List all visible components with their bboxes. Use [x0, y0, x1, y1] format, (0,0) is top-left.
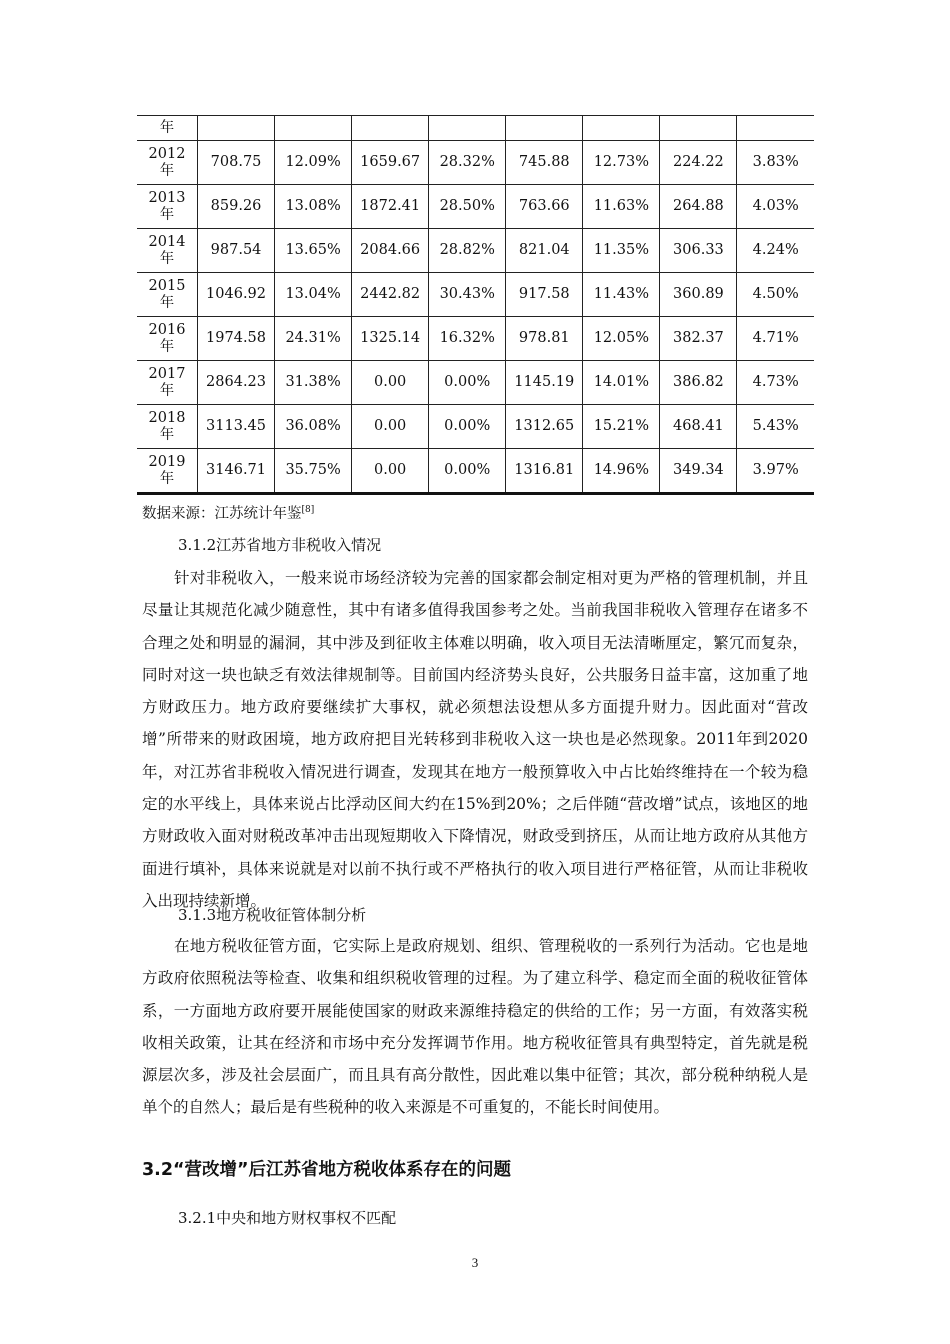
year-suffix: 年 [159, 470, 175, 487]
table-cell: 0.00% [429, 361, 506, 405]
table-cell: 708.75 [198, 141, 275, 185]
year-cell [137, 229, 198, 273]
table-cell: 1974.58 [198, 317, 275, 361]
table-cell: 31.38% [275, 361, 352, 405]
section-heading-3-2: 3.2“营改增”后江苏省地方税收体系存在的问题 [142, 1160, 512, 1180]
year-number: 2019 [148, 453, 186, 470]
table-cell: 14.96% [583, 449, 660, 494]
table-cell: 2864.23 [198, 361, 275, 405]
table-cell: 264.88 [660, 185, 737, 229]
table-cell: 382.37 [660, 317, 737, 361]
table-cell: 2442.82 [352, 273, 429, 317]
table-cell: 16.32% [429, 317, 506, 361]
table-cell: 36.08% [275, 405, 352, 449]
table-row [137, 185, 814, 229]
table-cell: 3.97% [737, 449, 814, 494]
table-cell: 28.82% [429, 229, 506, 273]
year-cell [137, 185, 198, 229]
year-suffix: 年 [159, 206, 175, 223]
table-cell: 28.50% [429, 185, 506, 229]
year-suffix: 年 [159, 162, 175, 179]
year-suffix: 年 [159, 294, 175, 311]
year-suffix: 年 [159, 382, 175, 399]
table-cell: 4.71% [737, 317, 814, 361]
subsection-title-3-1-3: 3.1.3地方税收征管体制分析 [178, 906, 367, 924]
table-row [137, 317, 814, 361]
table-cell: 224.22 [660, 141, 737, 185]
table-cell: 3113.45 [198, 405, 275, 449]
year-cell [137, 405, 198, 449]
table-cell: 15.21% [583, 405, 660, 449]
table-cell [506, 116, 583, 141]
table-cell: 1316.81 [506, 449, 583, 494]
table-cell: 1872.41 [352, 185, 429, 229]
table-row [137, 141, 814, 185]
table-cell: 11.43% [583, 273, 660, 317]
data-source-note [142, 504, 314, 524]
table-cell [352, 116, 429, 141]
table-cell: 0.00 [352, 361, 429, 405]
table-cell: 0.00% [429, 405, 506, 449]
table-cell: 24.31% [275, 317, 352, 361]
data-source-text: 数据来源：江苏统计年鉴 [142, 506, 302, 522]
table-cell: 11.35% [583, 229, 660, 273]
year-number: 2015 [148, 277, 186, 294]
table-cell: 0.00 [352, 449, 429, 494]
table-cell: 30.43% [429, 273, 506, 317]
table-cell: 306.33 [660, 229, 737, 273]
tax-revenue-table [137, 115, 814, 495]
table-cell: 821.04 [506, 229, 583, 273]
table-cell: 4.24% [737, 229, 814, 273]
table-cell: 5.43% [737, 405, 814, 449]
table-cell: 12.73% [583, 141, 660, 185]
subsection-title-3-1-2: 3.1.2江苏省地方非税收入情况 [178, 536, 382, 554]
table-cell: 4.50% [737, 273, 814, 317]
table-cell [737, 116, 814, 141]
table-cell: 4.73% [737, 361, 814, 405]
table-cell: 978.81 [506, 317, 583, 361]
table-cell: 14.01% [583, 361, 660, 405]
table-cell: 3146.71 [198, 449, 275, 494]
year-cell [137, 141, 198, 185]
year-suffix: 年 [159, 338, 175, 355]
table-cell [429, 116, 506, 141]
table-cell: 1145.19 [506, 361, 583, 405]
table-cell: 349.34 [660, 449, 737, 494]
paragraph-tax-administration: 在地方税收征管方面，它实际上是政府规划、组织、管理税收的一系列行为活动。它也是地方政府依照税法等检查、收集和组织税收管理的过程。为了建立科学、稳定而全面的税收征管体系，一方面地方政府要开展能使国家的财政来源维持稳定的供给的工作；另一方面，有效落实税收相关政策，让其在经济和市场中充分发挥调节作用。地方税收征管具有典型特定，首先就是税源层次多，涉及社会层面广，而且具有高分散性，因此难以集中征管；其次，部分税种纳税人是单个的自然人；最后是有些税种的收入来源是不可重复的，不能长时间使用。 [142, 937, 808, 1117]
table-row [137, 116, 814, 141]
table-cell: 13.04% [275, 273, 352, 317]
table-cell: 917.58 [506, 273, 583, 317]
table-cell: 0.00% [429, 449, 506, 494]
table-cell: 13.08% [275, 185, 352, 229]
subsection-title-3-2-1: 3.2.1中央和地方财权事权不匹配 [178, 1209, 397, 1227]
year-suffix: 年 [159, 426, 175, 443]
table-cell [660, 116, 737, 141]
year-number: 2014 [148, 233, 186, 250]
table-cell: 468.41 [660, 405, 737, 449]
table-cell [198, 116, 275, 141]
table-cell: 1325.14 [352, 317, 429, 361]
year-number: 2012 [148, 145, 186, 162]
table-row [137, 449, 814, 494]
year-cell [137, 317, 198, 361]
table-cell: 859.26 [198, 185, 275, 229]
table-row [137, 361, 814, 405]
table-cell: 11.63% [583, 185, 660, 229]
table-cell: 28.32% [429, 141, 506, 185]
table-cell: 1046.92 [198, 273, 275, 317]
year-cell [137, 273, 198, 317]
table-row [137, 273, 814, 317]
table-cell: 763.66 [506, 185, 583, 229]
year-cell [137, 449, 198, 494]
year-number: 2016 [148, 321, 186, 338]
table-cell: 360.89 [660, 273, 737, 317]
table-cell: 745.88 [506, 141, 583, 185]
table-cell: 12.09% [275, 141, 352, 185]
table-cell: 987.54 [198, 229, 275, 273]
year-number: 2013 [148, 189, 186, 206]
year-number: 2018 [148, 409, 186, 426]
year-number: 2017 [148, 365, 186, 382]
table-cell [583, 116, 660, 141]
table-cell: 35.75% [275, 449, 352, 494]
table-cell: 12.05% [583, 317, 660, 361]
table-cell: 13.65% [275, 229, 352, 273]
year-cell [137, 361, 198, 405]
table-cell [275, 116, 352, 141]
page-number: 3 [471, 1255, 479, 1270]
table-cell: 2084.66 [352, 229, 429, 273]
table-row [137, 405, 814, 449]
table-cell: 0.00 [352, 405, 429, 449]
year-suffix: 年 [159, 250, 175, 267]
table-cell: 4.03% [737, 185, 814, 229]
paragraph-non-tax-revenue: 针对非税收入，一般来说市场经济较为完善的国家都会制定相对更为严格的管理机制，并且尽量让其规范化减少随意性，其中有诸多值得我国参考之处。当前我国非税收入管理存在诸多不合理之处和明显的漏洞，其中涉及到征收主体难以明确，收入项目无法清晰厘定，繁冗而复杂，同时对这一块也缺乏有效法律规制等。目前国内经济势头良好，公共服务日益丰富，这加重了地方财政压力。地方政府要继续扩大事权，就必须想法设想从多方面提升财力。因此面对“营改增”所带来的财政困境，地方政府把目光转移到非税收入这一块也是必然现象。2011年到2020年，对江苏省非税收入情况进行调查，发现其在地方一般预算收入中占比始终维持在一个较为稳定的水平线上，具体来说占比浮动区间大约在15%到20%；之后伴随“营改增”试点，该地区的地方财政收入面对财税改革冲击出现短期收入下降情况，财政受到挤压，从而让地方政府从其他方面进行填补，具体来说就是对以前不执行或不严格执行的收入项目进行严格征管，从而让非税收入出现持续新增。 [142, 569, 808, 910]
table-cell: 3.83% [737, 141, 814, 185]
table-cell: 1659.67 [352, 141, 429, 185]
table-cell: 1312.65 [506, 405, 583, 449]
table-cell: 386.82 [660, 361, 737, 405]
year-cell: 年 [137, 116, 198, 141]
table-row [137, 229, 814, 273]
citation-ref: [8] [301, 505, 315, 516]
